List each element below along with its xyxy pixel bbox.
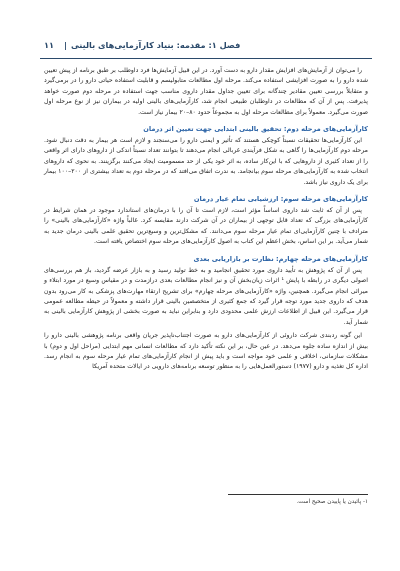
paragraph-1: را می‌توان از آزمایش‌های افزایش مقدار دارو به دست آورد. در این قبیل آزمایش‌ها فرد داوطلب بر طبق برنامه از پیش تعیین شده دارو را به صورت افزایشی استفاده می‌کند. مرحله اول مطالعات متابولیسم و قابلیت استفاده حیاتی دارو را در برمی‌گیرد و متقابلاً بررسی تعیین مقادیر چندگانه برای تعیین جداول مقدار داروی مناسب جهت استفاده در مرحله دوم صورت خواهد پذیرفت. پس از آن که مطالعات در داوطلبان طبیعی انجام شد، کارآزمایی‌های بالینی اولیه در بیماران نیز از نوع مرحله اول صورت می‌گیرد. معمولاً برای مطالعات مرحله اول به مجموعاً حدود ۸۰–۲۰ بیمار نیاز است. <box>44 67 368 116</box>
page-number: ۱۱ <box>44 40 54 50</box>
section-heading-phase-4: کارآزمایی‌های مرحله چهارم: نظارت بر بازاریابی بعدی <box>193 254 368 263</box>
running-header <box>44 36 368 54</box>
paragraph-2: این کارآزمایی‌ها تحقیقات نسبتاً کوچکی هستند که تأثیر و ایمنی دارو را می‌سنجند و لازم است هر بیمار به دقت دنبال شود. مرحله دوم کارآزمایی‌ها را گاهی به شکل فرآیندی غربالی انجام می‌دهند تا بتوانند تعداد نسبتاً اندکی از داروهای دارای اثر واقعی را از تعداد کثیری از داروهایی که با این‌کار ساده، به اثر خود یکی از حد مسمومیت ایجاد می‌کنند برگزینند. به نحوی که داروهای انتخاب شده به کارآزمایی‌های مرحله سوم بیانجامد. به ندرت اتفاق می‌افتد که در مرحله دوم به تعداد بیشتری از ۲۰۰–۱۰۰ بیمار برای یک داروی نیاز باشد. <box>44 137 368 186</box>
footnote: ۱- پائیدن یا پاییدن صحیح است. <box>296 499 368 505</box>
header-rule <box>40 58 372 59</box>
body-text <box>44 66 368 376</box>
chapter-title: فصل ۱: مقدمه: بنیاد کارآزمایی‌های بالینی <box>71 40 241 50</box>
paragraph-3: پس از آن که ثابت شد داروی اساساً مؤثر است، لازم است تا آن را با درمان‌های استاندارد موجود در همان شرایط در کارآزمایی‌های بزرگی که تعداد قابل توجهی از بیماران در آن شرکت دارند مقایسه کرد. غالباً واژه «کارآزمایی‌های بالینی» را مترادف با چنین کارآزمایی‌ای تمام عیار مرحله سوم می‌دانند. که مشکل‌ترین و وسیع‌ترین تحقیق علمی بالینی درمان جدید به شمار می‌آید. بر این اساس، بخش اعظم این کتاب به اصول کارآزمایی‌های مرحله سوم اختصاص یافته است. <box>44 207 368 246</box>
header-separator: | <box>64 40 67 50</box>
section-heading-phase-2: کارآزمایی‌های مرحله دوم: تحقیق بالینی ابتدایی جهت تعیین اثر درمان <box>143 125 368 134</box>
section-heading-phase-3: کارآزمایی‌های مرحله سوم: ارزشیابی تمام عیار درمان <box>193 195 368 204</box>
paragraph-4: پس از آن که پژوهش به تأیید داروی مورد تحقیق انجامید و به خط تولید رسید و به بازار عرضه گردید، باز هم بررسی‌های اصولی دیگری در رابطه با پایش ¹ اثرات زیان‌بخش آن و نیز انجام مطالعات بعدی درازمدت و در مقیاس وسیع در مورد ابتلاء و میرائی انجام می‌گیرد. همچنین، واژه «کارآزمایی‌های مرحله چهارم» برای تشریح ارتقاء مهارت‌های پزشکی به کار می‌رود بدون هدف که داروی جدید مورد توجه قرار گیرد که جمع کثیری از متخصصین بالینی قرار داشته و معمولاً در حیطه مطالعه عمومی قرار می‌گیرد. این قبیل از اطلاعات ارزش علمی محدودی دارد و بنابراین نباید به صورت بخشی از پژوهش کارآزمایی بالینی به شمار آید. <box>44 266 368 326</box>
footnote-rule <box>228 494 368 495</box>
paragraph-5: این گونه ردبندی شرکت داروئی از کارآزمایی‌های دارو به صورت اجتناب‌ناپذیر جریان واقعی برنامه پژوهشی بالینی دارو را بیش از اندازه ساده جلوه می‌دهد. در عین حال، بر این نکته تأکید دارد که مطالعات انسانی مهم ابتدایی (مراحل اول و دوم) با مشکلات سازمانی، اخلاقی و علمی خود مواجه است و باید پیش از انجام کارآزمایی‌های تمام عیار مرحله سوم به انجام رسد. اداره کل تغذیه و دارو (۱۹۷۷) دستورالعمل‌هایی را به منظور توسعه برنامه‌های دارویی در ایالات متحده آمریکا <box>44 332 368 371</box>
